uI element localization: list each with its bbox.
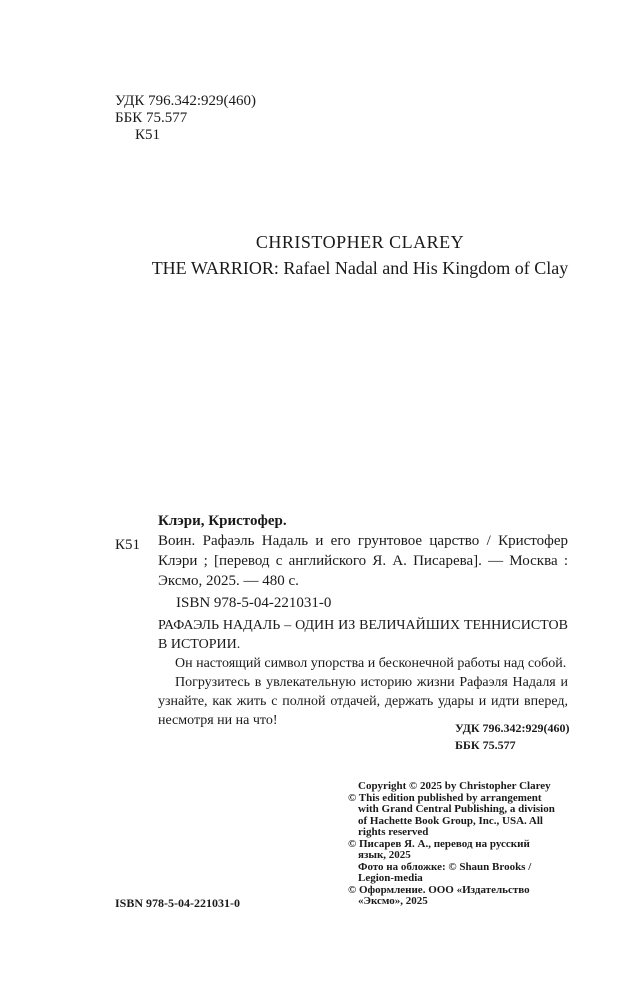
- catalog-description: Воин. Рафаэль Надаль и его грунтовое царство / Кристофер Клэри ; [перевод с английского Я. А. Писарева]. — Москва : Эксмо, 2025. — 480 с.: [158, 533, 568, 589]
- footer-isbn: ISBN 978-5-04-221031-0: [115, 896, 240, 910]
- copyright-line: rights reserved: [358, 826, 429, 838]
- copyright-line: «Эксмо», 2025: [358, 895, 428, 907]
- copyright-block: [348, 781, 568, 908]
- catalog-isbn: ISBN 978-5-04-221031-0: [176, 595, 332, 611]
- annotation-headline: РАФАЭЛЬ НАДАЛЬ – ОДИН ИЗ ВЕЛИЧАЙШИХ ТЕННИСИСТОВ В ИСТОРИИ.: [158, 618, 568, 652]
- copyright-line: Copyright © 2025 by Christopher Clarey: [358, 780, 551, 792]
- catalog-bbk: ББК 75.577: [455, 738, 516, 752]
- bbk-code: ББК 75.577: [115, 110, 188, 126]
- original-author: CHRISTOPHER CLAREY: [255, 232, 465, 252]
- catalog-author-heading: Клэри, Кристофер.: [158, 513, 287, 529]
- copyright-line: © Писарев Я. А., перевод на русский: [348, 837, 530, 850]
- annotation-paragraph: Он настоящий символ упорства и бесконечной работы над собой.: [175, 656, 567, 671]
- classification-codes: [115, 93, 256, 144]
- udc-code: УДК 796.342:929(460): [115, 93, 256, 109]
- copyright-line: of Hachette Book Group, Inc., USA. All: [358, 814, 543, 827]
- copyright-line: © Оформление. ООО «Издательство: [348, 883, 530, 896]
- catalog-udc: УДК 796.342:929(460): [455, 721, 570, 735]
- copyright-line: with Grand Central Publishing, a division: [358, 803, 555, 815]
- catalog-author-mark: К51: [115, 537, 141, 553]
- original-title: THE WARRIOR: Rafael Nadal and His Kingdom of Clay: [151, 258, 569, 278]
- copyright-line: Legion-media: [358, 872, 423, 884]
- catalog-codes: [455, 720, 570, 754]
- annotation-paragraph: Погрузитесь в увлекательную историю жизни Рафаэля Надаля и узнайте, как жить с полной отдачей, держать удары и идти вперед, несмотря ни на что!: [158, 675, 568, 728]
- copyright-line: язык, 2025: [358, 849, 411, 861]
- copyright-line: Фото на обложке: © Shaun Brooks /: [358, 860, 532, 873]
- copyright-line: © This edition published by arrangement: [348, 791, 542, 804]
- author-mark: К51: [135, 127, 161, 143]
- annotation: [158, 616, 568, 730]
